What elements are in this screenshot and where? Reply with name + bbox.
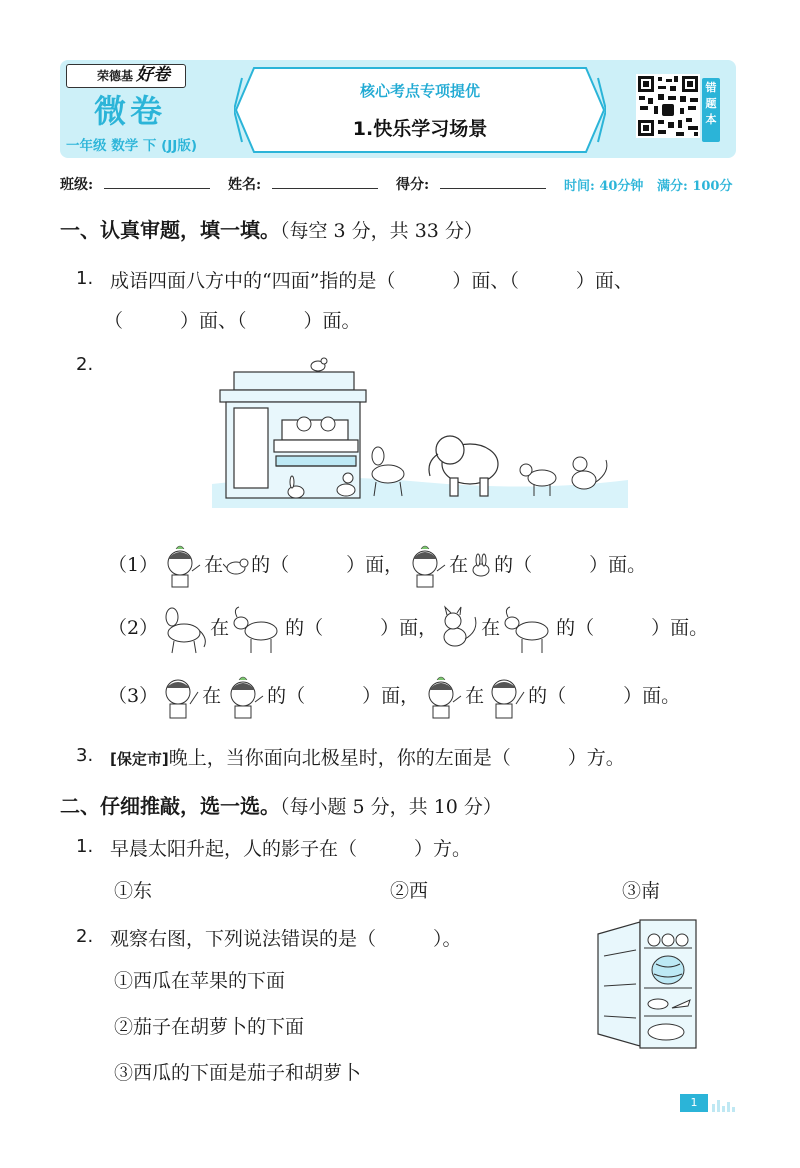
q1-text-line2: （ ）面、（ ）面。 — [104, 310, 361, 332]
banner-subtitle: 核心考点专项提优 — [359, 82, 480, 100]
s2q1-text: 早晨太阳升起，人的影子在（ ）方。 — [110, 838, 472, 860]
q3-text: [保定市]晚上，当你面向北极星时，你的左面是（ ）方。 — [110, 747, 625, 769]
wrong-question-tag: 错 题 本 — [702, 78, 720, 142]
q2-sub1: （1） 在 的（ ）面， 在 的（ ）面。 — [108, 542, 646, 589]
bird-icon — [223, 554, 251, 578]
scene-illustration — [212, 352, 628, 508]
series-title: 微卷 — [94, 92, 167, 130]
s2q2-text: 观察右图，下列说法错误的是（ ）。 — [110, 928, 462, 950]
q1-text-line1: 成语四面八方中的“四面”指的是（ ）面、（ ）面、 — [110, 270, 633, 292]
q2-sub3: （3） 在 的（ ）面， 在 的（ ）面。 — [108, 670, 680, 722]
fox-icon — [437, 605, 481, 653]
girl-icon — [403, 543, 449, 589]
s2q2-option-a[interactable]: ①西瓜在苹果的下面 — [114, 970, 286, 992]
section2-heading: 二、仔细推敲，选一选。（每小题 5 分，共 10 分） — [60, 794, 502, 818]
rabbit-icon — [468, 553, 494, 579]
section1-heading: 一、认真审题，填一填。（每空 3 分，共 33 分） — [60, 218, 483, 242]
apples-icon — [648, 934, 688, 946]
s2q2-option-c[interactable]: ③西瓜的下面是茄子和胡萝卜 — [114, 1062, 362, 1084]
name-label: 姓名: — [228, 177, 262, 193]
q1-number: 1. — [76, 268, 94, 289]
s2q1-option-c[interactable]: ③南 — [622, 880, 661, 902]
watermelon-icon — [652, 956, 684, 984]
qr-code-icon[interactable] — [636, 74, 700, 138]
time-limit: 时间: 40分钟 满分: 100分 — [564, 179, 733, 194]
horse-icon — [158, 603, 210, 655]
girl-icon — [419, 672, 465, 722]
s2q2-number: 2. — [76, 926, 94, 947]
s2q1-option-b[interactable]: ②西 — [390, 880, 429, 902]
page-title: 1.快乐学习场景 — [352, 118, 488, 140]
boy-waving-icon — [484, 672, 528, 722]
goat-icon — [500, 603, 556, 655]
vegetables-icon — [648, 1024, 684, 1040]
score-field[interactable] — [440, 188, 546, 189]
q3-number: 3. — [76, 745, 94, 766]
girl-icon — [221, 672, 267, 722]
name-field[interactable] — [272, 188, 378, 189]
girl-icon — [158, 543, 204, 589]
brand-name: 荣德基 — [66, 64, 186, 88]
boy-waving-icon — [158, 672, 202, 722]
q2-sub2: （2） 在 的（ ）面， 在 的（ ）面。 — [108, 602, 708, 655]
score-label: 得分: — [396, 177, 430, 193]
page-deco-icon — [712, 1094, 740, 1112]
s2q1-number: 1. — [76, 836, 94, 857]
page-number: 1 — [680, 1094, 708, 1112]
brand-hao: 好卷 — [136, 65, 170, 85]
class-label: 班级: — [60, 177, 94, 193]
s2q2-option-b[interactable]: ②茄子在胡萝卜的下面 — [114, 1016, 305, 1038]
s2q1-option-a[interactable]: ①东 — [114, 880, 153, 902]
fridge-illustration — [596, 916, 700, 1050]
bird-on-roof-icon — [311, 358, 327, 371]
class-field[interactable] — [104, 188, 210, 189]
q2-number: 2. — [76, 354, 94, 375]
goat-icon — [229, 603, 285, 655]
grade-label: 一年级 数学 下 (JJ版) — [66, 138, 197, 154]
